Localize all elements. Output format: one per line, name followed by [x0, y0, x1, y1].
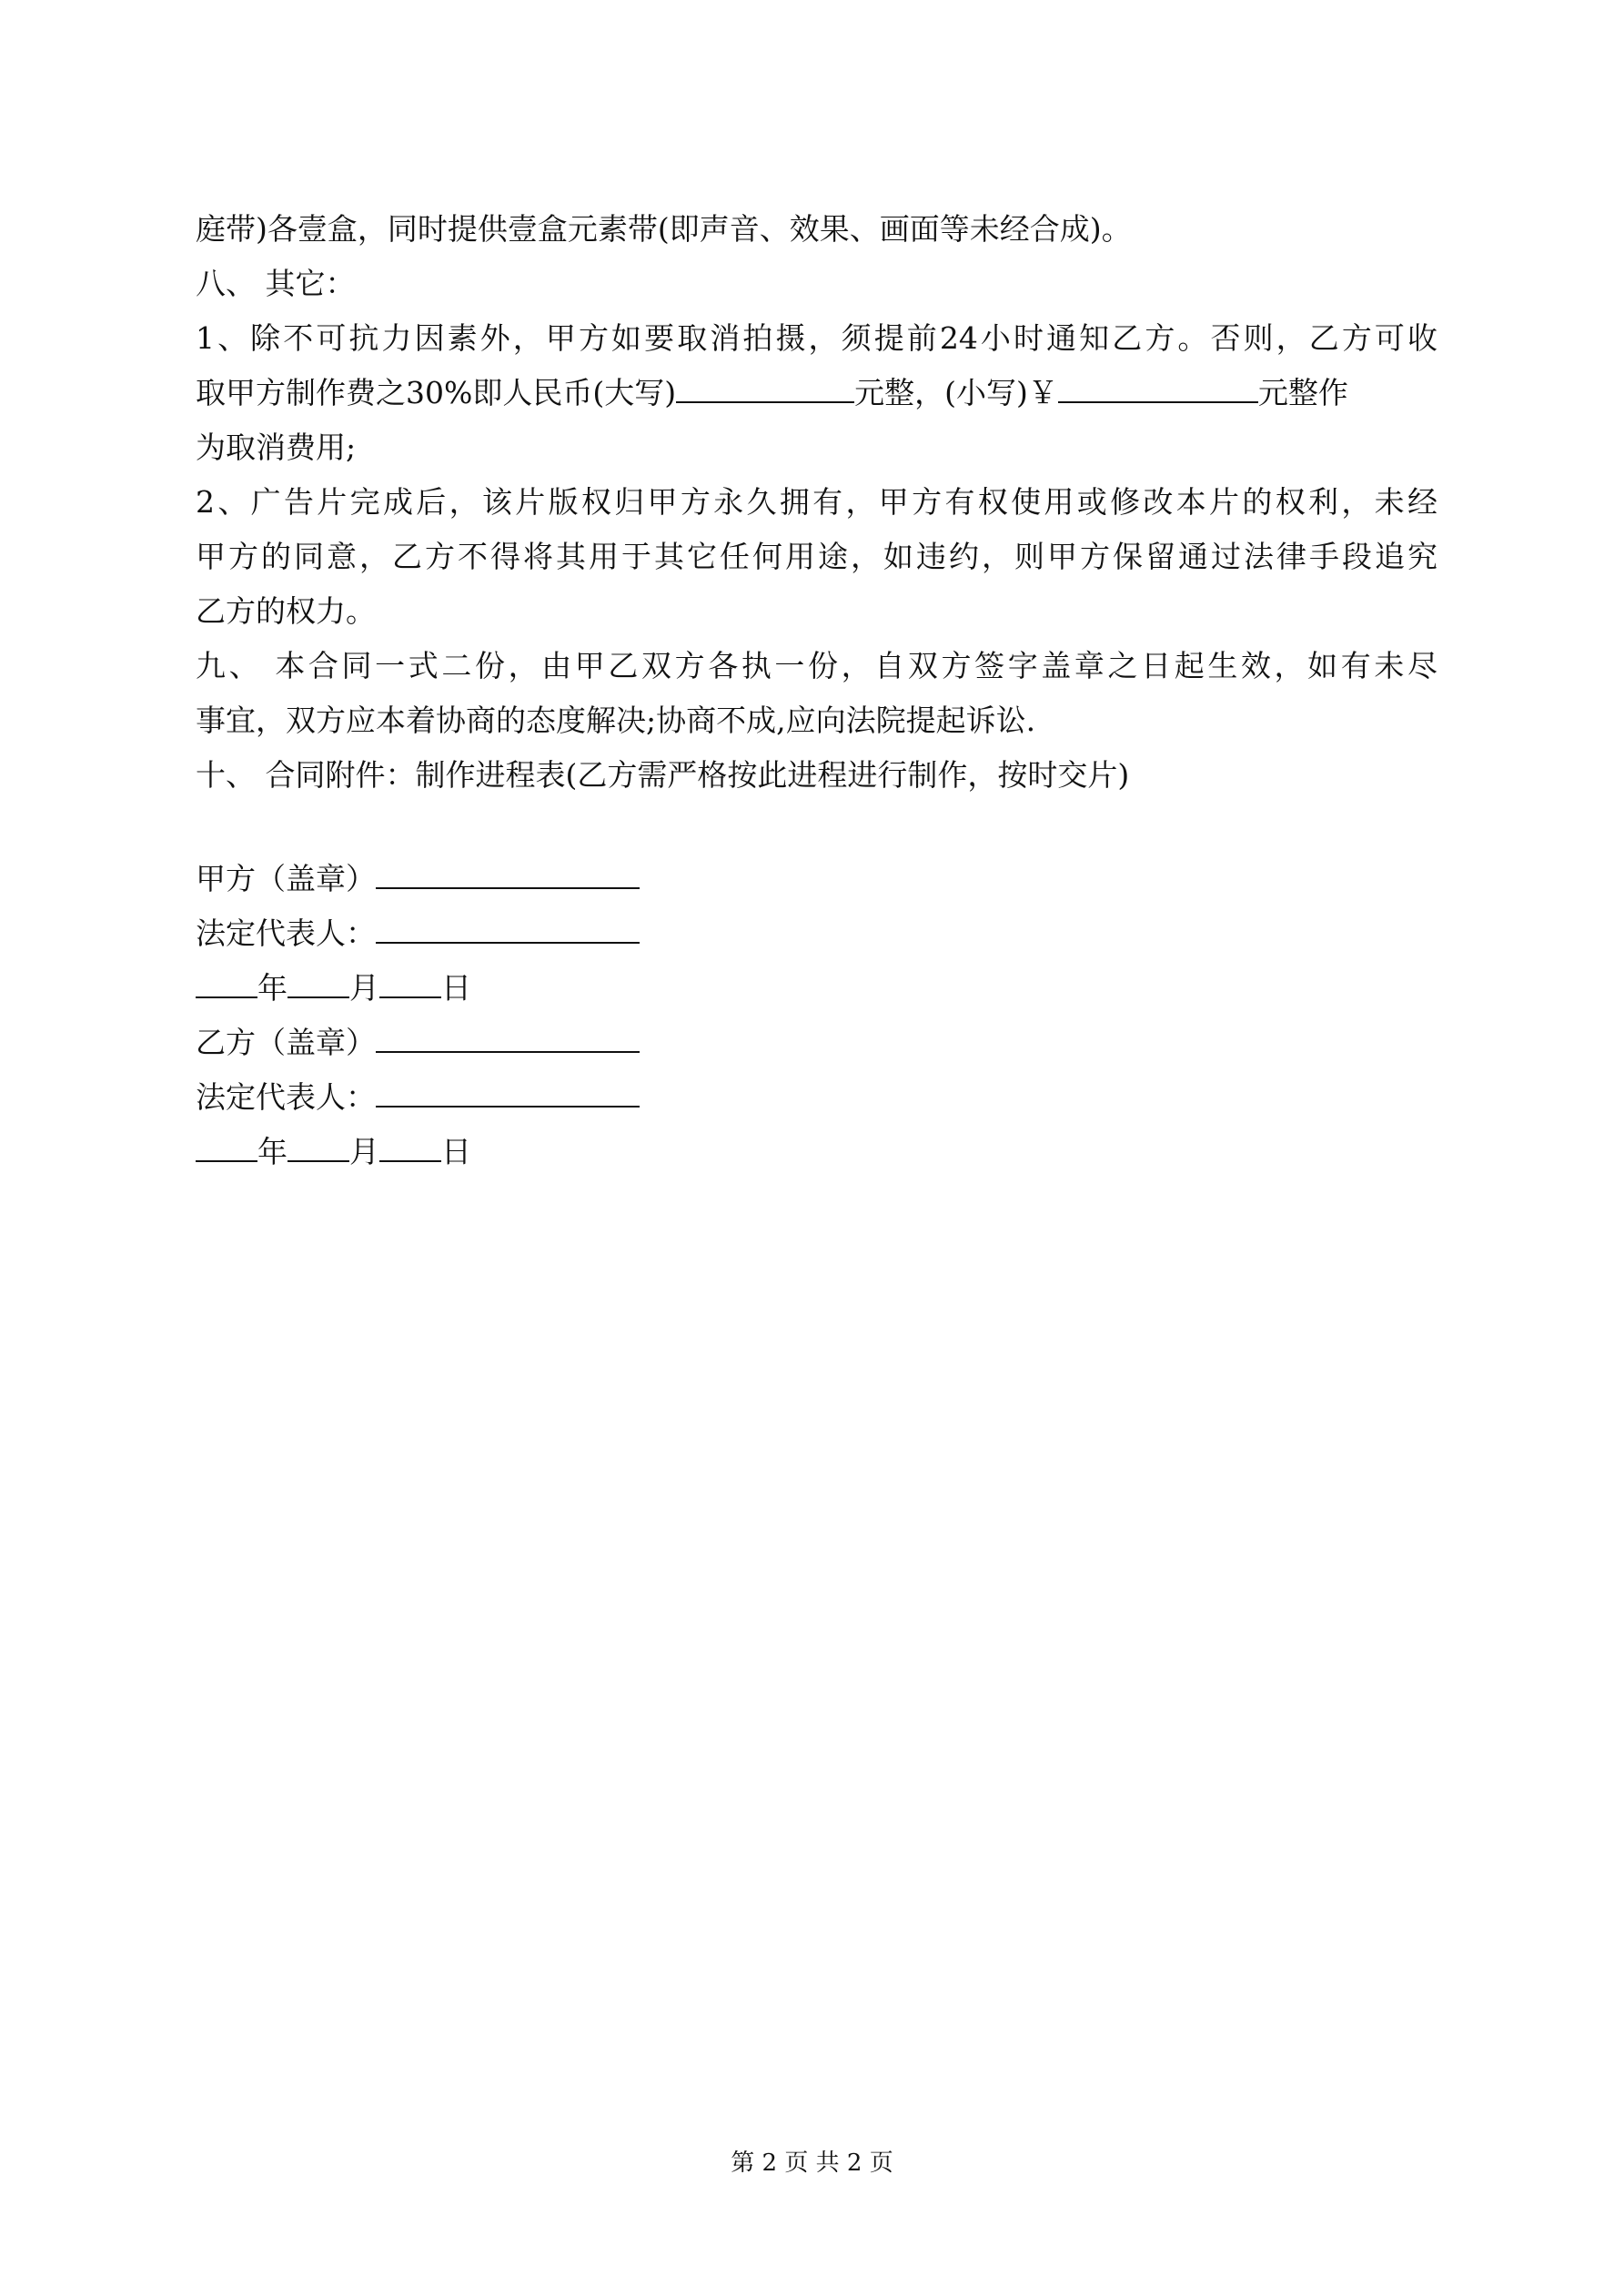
year-blank[interactable] [196, 1133, 257, 1162]
party-a-rep-row [196, 906, 1437, 961]
year-blank[interactable] [196, 969, 257, 998]
fee-text-middle: 元整，(小写)￥ [854, 375, 1058, 410]
clause-8-1-line: 1、除不可抗力因素外，甲方如要取消拍摄，须提前24小时通知乙方。否则，乙方可收 [196, 320, 1437, 356]
day-blank[interactable] [379, 969, 441, 998]
party-b-rep-label: 法定代表人： [196, 1079, 376, 1115]
day-label: 日 [441, 1134, 471, 1169]
spacer [196, 803, 1437, 852]
text-line: 事宜，双方应本着协商的态度解决;协商不成,应向法院提起诉讼. [196, 703, 1036, 738]
party-b-seal-row [196, 1016, 1437, 1070]
party-b-seal-label: 乙方（盖章） [196, 1025, 376, 1060]
year-label: 年 [257, 970, 287, 1006]
text-line: 为取消费用; [196, 430, 357, 465]
party-b-rep-row [196, 1070, 1437, 1125]
page-footer: 第 2 页 共 2 页 [731, 2149, 893, 2177]
clause-8-2-line: 甲方的同意，乙方不得将其用于其它任何用途，如违约，则甲方保留通过法律手段追究 [196, 539, 1437, 574]
party-a-rep-label: 法定代表人： [196, 915, 376, 951]
text-line: 乙方的权力。 [196, 593, 376, 629]
party-a-seal-row [196, 852, 1437, 906]
fee-text-prefix: 取甲方制作费之30%即人民币(大写) [196, 375, 677, 410]
month-blank[interactable] [287, 969, 349, 998]
party-a-seal-label: 甲方（盖章） [196, 861, 376, 896]
party-a-seal-blank[interactable] [376, 860, 640, 889]
section-10-line: 十、 合同附件：制作进程表(乙方需严格按此进程进行制作，按时交片) [196, 757, 1130, 793]
amount-figures-blank[interactable] [1058, 374, 1258, 403]
party-a-date-row [196, 961, 1437, 1016]
month-label: 月 [349, 970, 379, 1006]
party-b-rep-blank[interactable] [376, 1078, 640, 1108]
month-blank[interactable] [287, 1133, 349, 1162]
year-label: 年 [257, 1134, 287, 1169]
party-b-date-row [196, 1125, 1437, 1179]
fee-text-suffix: 元整作 [1257, 375, 1348, 410]
party-b-seal-blank[interactable] [376, 1024, 640, 1053]
day-label: 日 [441, 970, 471, 1006]
party-a-rep-blank[interactable] [376, 915, 640, 944]
clause-8-1-fee-line [196, 366, 1437, 420]
amount-words-blank[interactable] [676, 374, 854, 403]
document-body [196, 202, 1437, 1179]
day-blank[interactable] [379, 1133, 441, 1162]
section-9-line: 九、 本合同一式二份，由甲乙双方各执一份，自双方签字盖章之日起生效，如有未尽 [196, 648, 1437, 683]
section-heading-8: 八、 其它： [196, 266, 356, 301]
month-label: 月 [349, 1134, 379, 1169]
signature-block [196, 852, 1437, 1179]
text-line: 庭带)各壹盒，同时提供壹盒元素带(即声音、效果、画面等未经合成)。 [196, 211, 1132, 247]
clause-8-2-line: 2、广告片完成后，该片版权归甲方永久拥有，甲方有权使用或修改本片的权利，未经 [196, 484, 1437, 520]
